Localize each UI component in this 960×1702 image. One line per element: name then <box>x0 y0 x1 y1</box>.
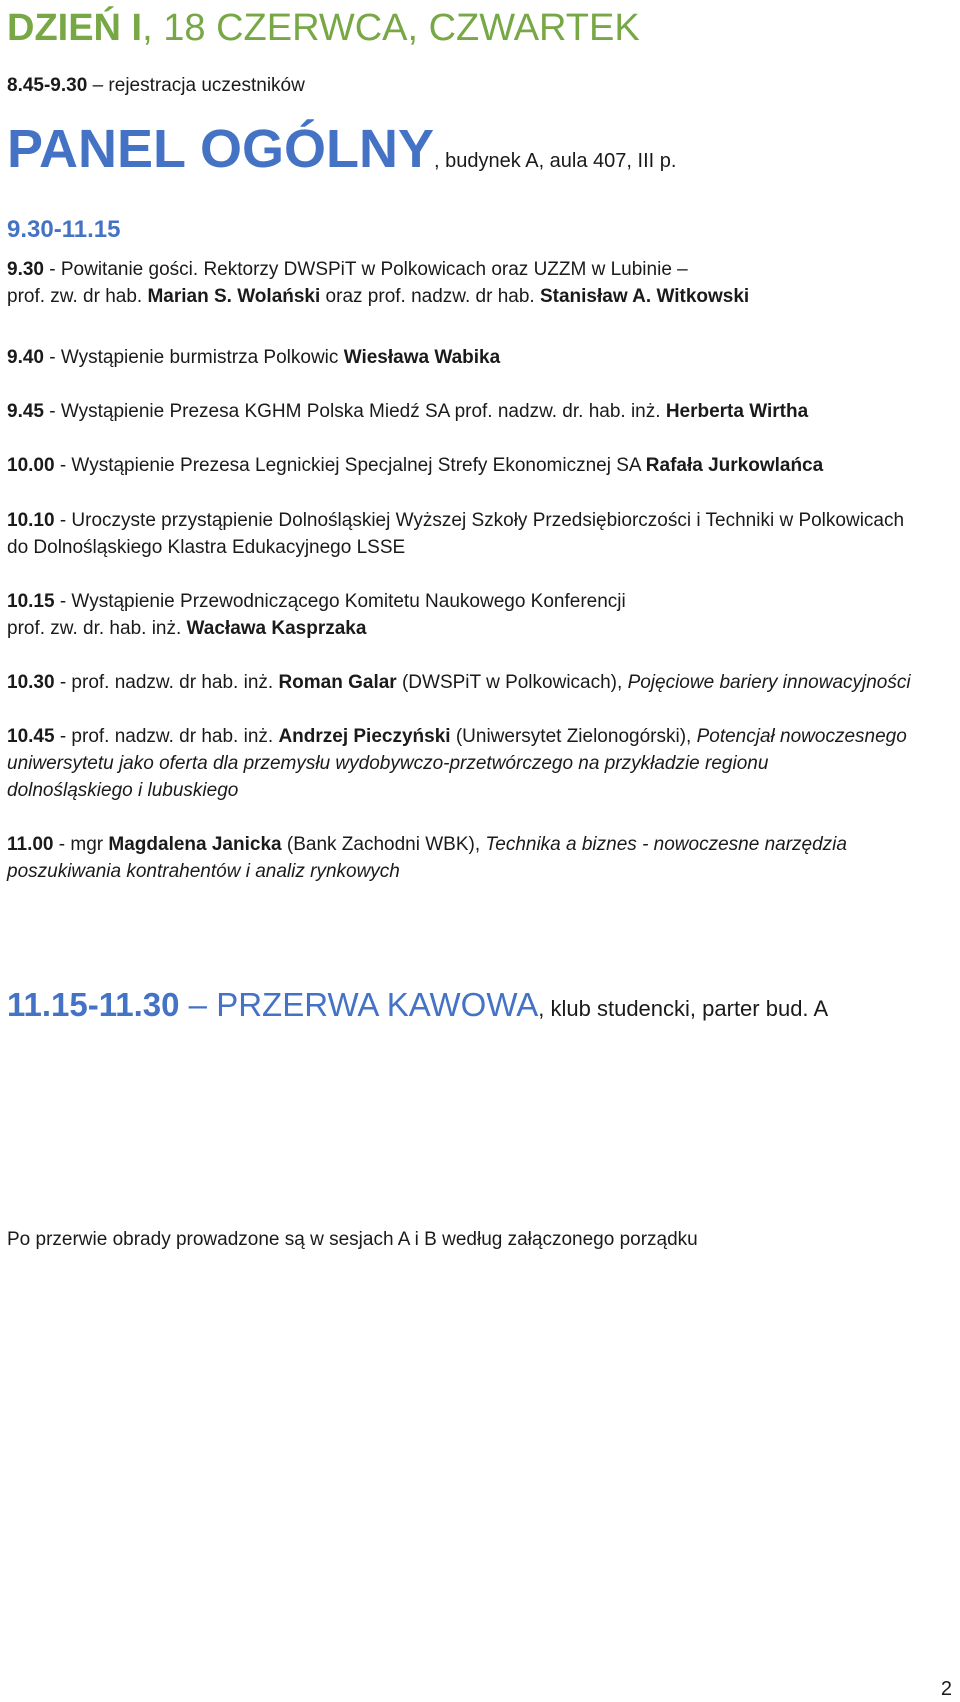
day-heading <box>7 6 954 50</box>
agenda-time: 10.15 <box>7 591 55 612</box>
page-number: 2 <box>940 1678 952 1700</box>
agenda-text: - prof. nadzw. dr hab. inż. <box>54 672 279 693</box>
break-location: , klub studencki, parter bud. <box>538 996 814 1021</box>
agenda-text: (Bank Zachodni WBK), <box>281 834 486 855</box>
day-title-rest: , 18 CZERWCA, CZWARTEK <box>142 7 640 49</box>
agenda-text: - prof. nadzw. dr hab. inż. <box>54 726 279 747</box>
day-title-bold: DZIEŃ I <box>7 7 143 49</box>
coffee-break-heading <box>7 985 954 1025</box>
speaker-name: Andrzej Pieczyński <box>278 726 451 747</box>
agenda-item <box>7 398 954 425</box>
agenda-text: - Wystąpienie Prezesa Legnickiej Specjalnej Strefy Ekonomicznej SA <box>54 455 646 476</box>
speaker-name: Roman Galar <box>278 672 397 693</box>
agenda-time: 10.00 <box>7 455 55 476</box>
agenda-text: prof. zw. dr. hab. inż. <box>7 618 187 639</box>
agenda-text: - Powitanie gości. Rektorzy DWSPiT w Polkowicach oraz UZZM w Lubinie – <box>43 259 688 280</box>
footer-note: Po przerwie obrady prowadzone są w sesjach A i B według załączonego porządku <box>7 1229 698 1250</box>
agenda-text: - Uroczyste przystąpienie Dolnośląskiej Wyższej Szkoły Przedsiębiorczości i Techniki w Polkowicach <box>54 510 905 531</box>
speaker-name: Magdalena Janicka <box>108 834 282 855</box>
break-title: – PRZERWA KAWOWA <box>179 986 539 1023</box>
talk-title: uniwersytetu jako oferta dla przemysłu wydobywczo-przetwórczego na przykładzie regionu <box>7 753 769 774</box>
speaker-name: Wiesława Wabika <box>343 347 501 368</box>
agenda-item <box>7 588 954 642</box>
agenda-item <box>7 344 954 371</box>
agenda-text: - Wystąpienie Prezesa KGHM Polska Miedź SA prof. nadzw. dr. hab. inż. <box>43 401 666 422</box>
agenda-text: (Uniwersytet Zielonogórski), <box>450 726 697 747</box>
agenda-text: - Wystąpienie Przewodniczącego Komitetu Naukowego Konferencji <box>54 591 626 612</box>
agenda-time: 10.45 <box>7 726 55 747</box>
registration-text: – rejestracja uczestników <box>87 75 305 96</box>
agenda-text: - mgr <box>53 834 109 855</box>
agenda-time: 11.00 <box>7 834 54 855</box>
agenda-time: 10.30 <box>7 672 55 693</box>
agenda-item <box>7 723 954 804</box>
speaker-name: Stanisław A. Witkowski <box>539 286 750 307</box>
panel-heading <box>7 118 954 180</box>
agenda-item <box>7 669 954 696</box>
talk-title: Potencjał nowoczesnego <box>696 726 907 747</box>
talk-title: dolnośląskiego i lubuskiego <box>7 780 239 801</box>
agenda-time: 9.30 <box>7 259 44 280</box>
agenda-item <box>7 507 954 561</box>
break-time: 11.15-11.30 <box>7 986 180 1023</box>
agenda-text: - Wystąpienie burmistrza Polkowic <box>43 347 344 368</box>
agenda-item <box>7 831 954 885</box>
registration-time: 8.45-9.30 <box>7 75 88 96</box>
agenda-text: do Dolnośląskiego Klastra Edukacyjnego LSSE <box>7 537 406 558</box>
registration-line <box>7 72 954 99</box>
speaker-name: Rafała Jurkowlańca <box>645 455 824 476</box>
agenda-time: 9.40 <box>7 347 44 368</box>
talk-title: Technika a biznes - nowoczesne narzędzia <box>485 834 847 855</box>
agenda-text: (DWSPiT w Polkowicach), <box>396 672 628 693</box>
agenda-time: 9.45 <box>7 401 44 422</box>
break-building: A <box>813 996 829 1021</box>
talk-title: Pojęciowe bariery innowacyjności <box>627 672 911 693</box>
agenda-text: oraz prof. nadzw. dr hab. <box>320 286 540 307</box>
panel-title: PANEL OGÓLNY <box>7 119 435 179</box>
agenda-item <box>7 452 954 479</box>
agenda-item <box>7 256 954 310</box>
speaker-name: Marian S. Wolański <box>147 286 321 307</box>
talk-title: poszukiwania kontrahentów i analiz rynkowych <box>7 861 400 882</box>
speaker-name: Herberta Wirtha <box>665 401 809 422</box>
panel-time-range: 9.30-11.15 <box>7 216 121 243</box>
speaker-name: Wacława Kasprzaka <box>186 618 367 639</box>
agenda-text: prof. zw. dr hab. <box>7 286 148 307</box>
agenda-time: 10.10 <box>7 510 55 531</box>
panel-location: , budynek A, aula 407, III p. <box>434 150 677 172</box>
